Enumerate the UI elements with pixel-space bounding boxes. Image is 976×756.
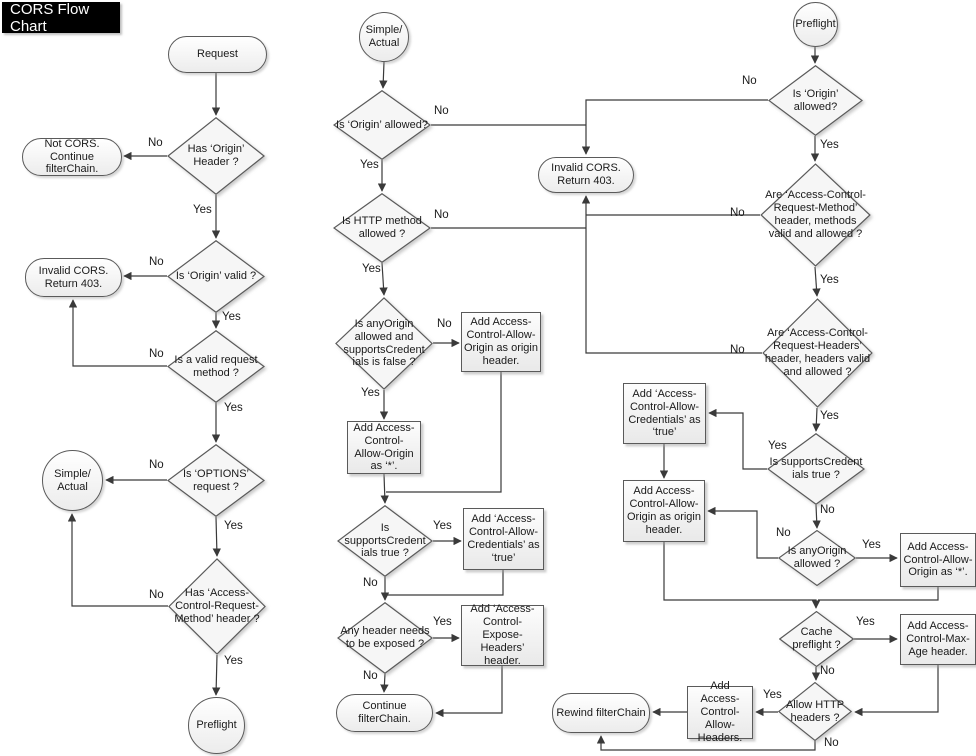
edge-label-no: No — [730, 344, 745, 356]
process-add-acac-true-mid — [463, 508, 544, 570]
decision-acrh-valid-allowed — [762, 298, 873, 408]
decision-origin-allowed-mid — [333, 90, 431, 160]
edge-label-yes: Yes — [362, 263, 381, 275]
connector — [216, 517, 217, 556]
decision-cache-preflight — [779, 611, 854, 667]
edge-label-yes: Yes — [222, 311, 241, 323]
edge-label-no: No — [149, 256, 164, 268]
decision-http-method-allowed-label: Is HTTP method allowed ? — [342, 215, 422, 240]
terminal-continue-filterchain — [336, 694, 433, 732]
connector-preflight-right — [793, 2, 838, 47]
edge-label-yes: Yes — [768, 440, 787, 452]
connector — [384, 674, 385, 692]
terminal-not-cors-label: Not CORS. Continue filterChain. — [44, 137, 100, 176]
connector — [382, 263, 384, 295]
connector-preflight-left-label: Preflight — [196, 719, 237, 732]
process-add-acac-true-mid-label: Add ‘Access-Control-Allow-Credentials’ as ‘true’ — [467, 513, 540, 564]
decision-is-options-request-label: Is ‘OPTIONS’ request ? — [182, 467, 249, 493]
terminal-request — [168, 36, 267, 73]
decision-origin-allowed-right — [768, 65, 863, 136]
edge-label-no: No — [434, 105, 449, 117]
terminal-continue-filterchain-label: Continue filterChain. — [358, 700, 411, 725]
connector — [384, 474, 385, 503]
edge-label-no: No — [363, 577, 378, 589]
process-add-expose-headers — [461, 605, 544, 666]
decision-is-origin-valid-label: Is ‘Origin’ valid ? — [175, 270, 257, 283]
decision-has-origin-header — [167, 117, 265, 195]
process-add-acao-origin-right — [623, 480, 705, 542]
edge-label-yes: Yes — [820, 410, 839, 422]
process-add-max-age — [900, 614, 976, 665]
decision-allow-http-headers-label: Allow HTTP headers ? — [785, 698, 845, 724]
connector-simple-actual-mid-label: Simple/ Actual — [365, 24, 403, 49]
decision-is-options-request — [167, 444, 265, 517]
edge-label-yes: Yes — [224, 655, 243, 667]
process-add-acac-true-right — [623, 383, 706, 444]
edge-label-yes: Yes — [862, 539, 881, 551]
chart-title — [2, 2, 120, 33]
process-add-acao-star-mid-label: Add Access-Control-Allow-Origin as ‘*’. — [353, 421, 415, 473]
decision-has-origin-header-label: Has ‘Origin’ Header ? — [187, 143, 245, 168]
edge-label-yes: Yes — [193, 204, 212, 216]
terminal-request-label: Request — [197, 48, 238, 61]
decision-acrm-valid-allowed — [760, 163, 871, 267]
decision-is-origin-valid — [167, 240, 265, 313]
process-add-acao-origin-mid — [461, 312, 541, 372]
connector-preflight-left — [188, 697, 245, 754]
decision-valid-request-method — [167, 330, 265, 403]
decision-anyorigin-nocreds-label: Is anyOrigin allowed and supportsCredent ials is false ? — [343, 317, 425, 369]
process-add-acao-origin-right-label: Add Access-Control-Allow-Origin as origin header. — [627, 485, 701, 536]
edge-label-no: No — [149, 589, 164, 601]
connector-simple-actual-left — [42, 450, 103, 511]
edge-label-no: No — [149, 348, 164, 360]
edge-label-yes: Yes — [361, 387, 380, 399]
process-add-acac-true-right-label: Add ‘Access-Control-Allow-Credentials’ as ‘true’ — [628, 387, 701, 439]
edge-label-yes: Yes — [224, 520, 243, 532]
terminal-invalid-cors-mid-label: Invalid CORS. Return 403. — [551, 162, 621, 187]
connector-simple-actual-mid — [359, 12, 409, 62]
decision-valid-request-method-label: Is a valid request method ? — [174, 353, 258, 379]
connector — [586, 100, 768, 154]
edge-label-yes: Yes — [433, 520, 452, 532]
decision-acrh-valid-allowed-label: Are ‘Access-Control-Request-Headers’ header, headers valid and allowed ? — [764, 327, 871, 378]
terminal-invalid-cors-left-label: Invalid CORS. Return 403. — [38, 264, 109, 290]
terminal-rewind-filterchain-label: Rewind filterChain — [556, 706, 646, 719]
edge-label-no: No — [776, 527, 791, 539]
decision-header-exposed-label: Any header needs to be exposed ? — [340, 625, 430, 650]
connector — [816, 408, 817, 431]
connector-preflight-right-label: Preflight — [795, 18, 836, 31]
edge-label-yes: Yes — [820, 274, 839, 286]
process-add-max-age-label: Add Access-Control-Max-Age header. — [906, 620, 970, 658]
decision-supports-credentials-mid-label: Is supportsCredent ials true ? — [344, 521, 426, 560]
process-add-acao-origin-mid-label: Add Access-Control-Allow-Origin as origin header. — [464, 316, 538, 367]
decision-has-acrm-header — [168, 558, 266, 655]
connector-simple-actual-left-label: Simple/ Actual — [54, 467, 91, 493]
terminal-rewind-filterchain — [552, 693, 650, 733]
edge-label-yes: Yes — [433, 616, 452, 628]
connector — [216, 655, 217, 695]
decision-anyorigin-nocreds — [335, 297, 433, 390]
process-add-acao-star-right-label: Add Access-Control-Allow-Origin as ‘*’. — [903, 540, 973, 579]
edge-label-yes: Yes — [820, 139, 839, 151]
edge-label-yes: Yes — [224, 402, 243, 414]
connector — [709, 413, 767, 469]
connector — [708, 511, 778, 558]
edge-label-no: No — [434, 209, 449, 221]
edge-label-no: No — [363, 670, 378, 682]
process-add-allow-headers — [687, 680, 753, 744]
process-add-acao-star-right — [900, 533, 976, 587]
decision-supports-credentials-mid — [337, 505, 433, 577]
edge-label-no: No — [742, 75, 757, 87]
terminal-not-cors — [22, 138, 122, 176]
decision-origin-allowed-right-label: Is ‘Origin’ allowed? — [792, 87, 839, 113]
decision-http-method-allowed — [333, 193, 431, 263]
edge-label-yes: Yes — [856, 616, 875, 628]
edge-label-no: No — [824, 737, 839, 749]
chart-title-label: CORS Flow Chart — [10, 0, 90, 35]
process-add-expose-headers-label: Add ‘Access-Control-Expose-Headers’ header. — [470, 603, 535, 667]
process-add-acao-star-mid — [347, 421, 421, 474]
edge-label-no: No — [148, 137, 163, 149]
edge-label-no: No — [730, 207, 745, 219]
connector — [815, 267, 817, 296]
edge-label-yes: Yes — [763, 689, 782, 701]
decision-has-acrm-header-label: Has ‘Access-Control-Request-Method’ header ? — [174, 587, 260, 625]
connector — [818, 587, 938, 600]
decision-supports-credentials-right-label: Is supportsCredent ials true ? — [769, 456, 863, 481]
edge-label-yes: Yes — [360, 159, 379, 171]
decision-origin-allowed-mid-label: Is ‘Origin’ allowed? — [336, 118, 428, 131]
connector — [383, 62, 384, 88]
edge-label-no: No — [437, 318, 452, 330]
decision-allow-http-headers — [778, 682, 852, 741]
decision-header-exposed — [337, 602, 433, 674]
connector — [816, 505, 817, 528]
decision-cache-preflight-label: Cache preflight ? — [792, 626, 841, 651]
decision-acrm-valid-allowed-label: Are ‘Access-Control-Request-Method’ header, methods valid and allowed ? — [765, 189, 866, 240]
connector — [436, 666, 502, 713]
edge-label-no: No — [820, 665, 835, 677]
edge-label-no: No — [149, 459, 164, 471]
terminal-invalid-cors-left — [25, 258, 122, 297]
edge-label-no: No — [820, 504, 835, 516]
process-add-allow-headers-label: Add Access-Control-Allow-Headers. — [697, 680, 743, 744]
connector — [586, 196, 762, 353]
terminal-invalid-cors-mid — [538, 157, 634, 193]
decision-anyorigin-allowed-label: Is anyOrigin allowed ? — [787, 545, 847, 570]
connector — [855, 665, 938, 712]
